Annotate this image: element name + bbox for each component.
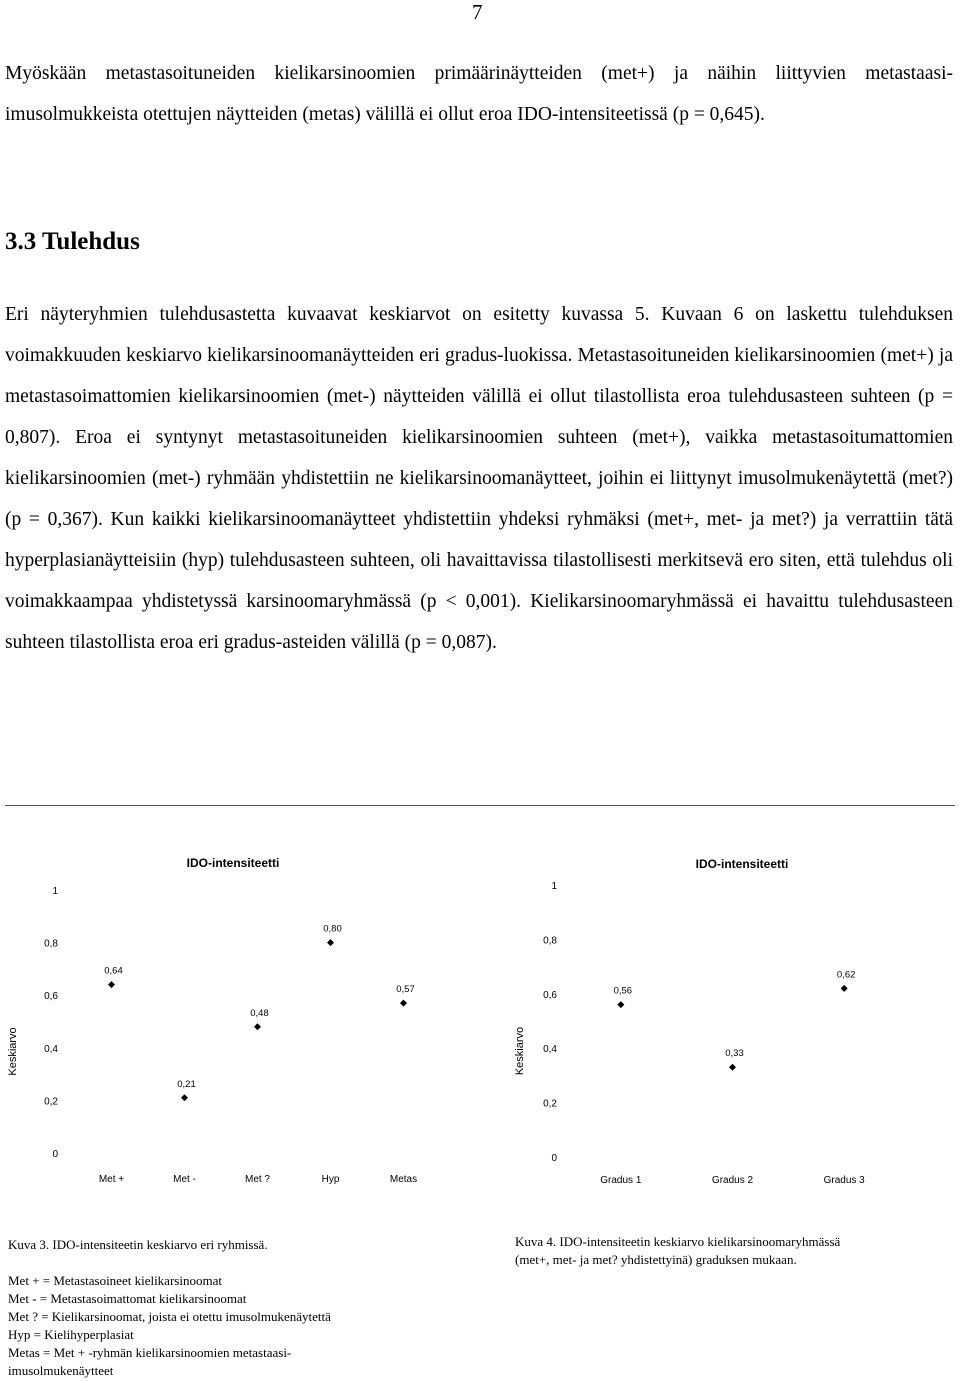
y-tick-label: 0,4 (44, 1043, 58, 1055)
data-point-marker (729, 1064, 736, 1071)
y-tick-label: 0,6 (543, 989, 557, 1001)
data-label: 0,62 (836, 969, 856, 981)
data-point-marker (617, 1001, 624, 1008)
caption-left-legend-line: Hyp = Kielihyperplasiat (8, 1327, 134, 1342)
chart-ido-gradus (490, 845, 930, 1195)
x-tick-label: Metas (389, 1174, 418, 1185)
y-tick-label: 0,6 (44, 991, 58, 1003)
caption-left-legend-line: Met + = Metastasoineet kielikarsinoomat (8, 1273, 222, 1288)
y-tick-label: 1 (52, 886, 58, 897)
data-label: 0,21 (177, 1078, 196, 1090)
y-axis-label: Keskiarvo (7, 1027, 19, 1076)
y-tick-label: 0,8 (44, 938, 58, 950)
chart-title: IDO-intensiteetti (186, 856, 280, 870)
y-tick-label: 0,4 (543, 1044, 557, 1056)
caption-left-legend-line: Met - = Metastasoimattomat kielikarsinoomat (8, 1291, 247, 1306)
caption-right-line: Kuva 4. IDO-intensiteetin keskiarvo kielikarsinoomaryhmässä (515, 1234, 841, 1249)
y-axis-label: Keskiarvo (514, 1026, 526, 1076)
x-tick-label: Hyp (321, 1174, 340, 1185)
paragraph-ido-metastasis: Myöskään metastasoituneiden kielikarsinoomien primäärinäytteiden (met+) ja näihin liittyvien metastaasi-imusolmukkeista otettujen näytteiden (metas) välillä ei ollut eroa IDO-intensiteetissä (p = 0,645). (5, 63, 953, 125)
figure-divider (5, 805, 955, 806)
data-point-marker (108, 981, 115, 988)
x-tick-label: Gradus 3 (823, 1175, 865, 1186)
data-label: 0,80 (323, 923, 342, 935)
y-tick-label: 0,8 (543, 935, 557, 947)
data-point-marker (841, 985, 848, 992)
caption-left-title: Kuva 3. IDO-intensiteetin keskiarvo eri ryhmissä. (8, 1237, 268, 1252)
figure-caption-left (8, 1236, 478, 1380)
y-tick-label: 0,2 (543, 1098, 557, 1110)
data-point-marker (181, 1094, 188, 1101)
x-tick-label: Met - (173, 1174, 196, 1185)
figure-caption-right (515, 1233, 945, 1269)
caption-left-legend-line: Met ? = Kielikarsinoomat, joista ei otettu imusolmukenäytettä (8, 1309, 331, 1324)
caption-left-legend-line: Metas = Met + -ryhmän kielikarsinoomien metastaasi- (8, 1345, 292, 1360)
x-tick-label: Met ? (244, 1174, 271, 1185)
y-tick-label: 0 (551, 1153, 557, 1164)
y-tick-label: 0 (52, 1149, 58, 1160)
y-tick-label: 0,2 (44, 1096, 58, 1108)
caption-right-line: (met+, met- ja met? yhdistettyinä) graduksen mukaan. (515, 1252, 797, 1267)
page-number: 7 (472, 0, 483, 24)
x-tick-label: Met + (98, 1174, 125, 1185)
data-label: 0,56 (613, 985, 633, 997)
section-heading: 3.3 Tulehdus (5, 228, 140, 255)
data-label: 0,64 (104, 965, 123, 977)
data-point-marker (254, 1023, 261, 1030)
x-tick-label: Gradus 1 (600, 1175, 642, 1186)
y-tick-label: 1 (551, 881, 557, 892)
data-label: 0,57 (396, 984, 415, 996)
data-point-marker (327, 939, 334, 946)
caption-left-legend-line: imusolmukenäytteet (8, 1363, 114, 1378)
data-label: 0,48 (250, 1007, 269, 1019)
data-point-marker (400, 1000, 407, 1007)
data-label: 0,33 (725, 1048, 744, 1060)
chart-ido-groups (0, 845, 470, 1195)
x-tick-label: Gradus 2 (711, 1175, 754, 1186)
paragraph-inflammation: Eri näyteryhmien tulehdusastetta kuvaavat keskiarvot on esitetty kuvassa 5. Kuvaan 6 on laskettu tulehduksen voimakkuuden keskiarvo kielikarsinoomanäytteiden eri gradus-luokissa. Metastasoituneiden kielikarsinoomien (met+) ja metastasoimattomien kielikarsinoomien (met-) näytteiden välillä ei ollut tilastollista eroa tulehdusasteen suhteen (p = 0,807). Eroa ei syntynyt metastasoituneiden kielikarsinoomien suhteen (met+), vaikka metastasoitumattomien kielikarsinoomien (met-) ryhmään yhdistettiin ne kielikarsinoomanäytteet, joihin ei liittynyt imusolmukenäytettä (met?) (p = 0,367). Kun kaikki kielikarsinoomanäytteet yhdistettiin yhdeksi ryhmäksi (met+, met- ja met?) ja verrattiin tätä hyperplasianäytteisiin (hyp) tulehdusasteen suhteen, oli havaittavissa tilastollisesti merkitsevä ero siten, että tulehdus oli voimakkaampaa yhdistetyssä karsinoomaryhmässä (p < 0,001). Kielikarsinoomaryhmässä ei havaittu tulehdusasteen suhteen tilastollista eroa eri gradus-asteiden välillä (p = 0,087). (5, 304, 953, 653)
chart-title: IDO-intensiteetti (695, 857, 789, 871)
